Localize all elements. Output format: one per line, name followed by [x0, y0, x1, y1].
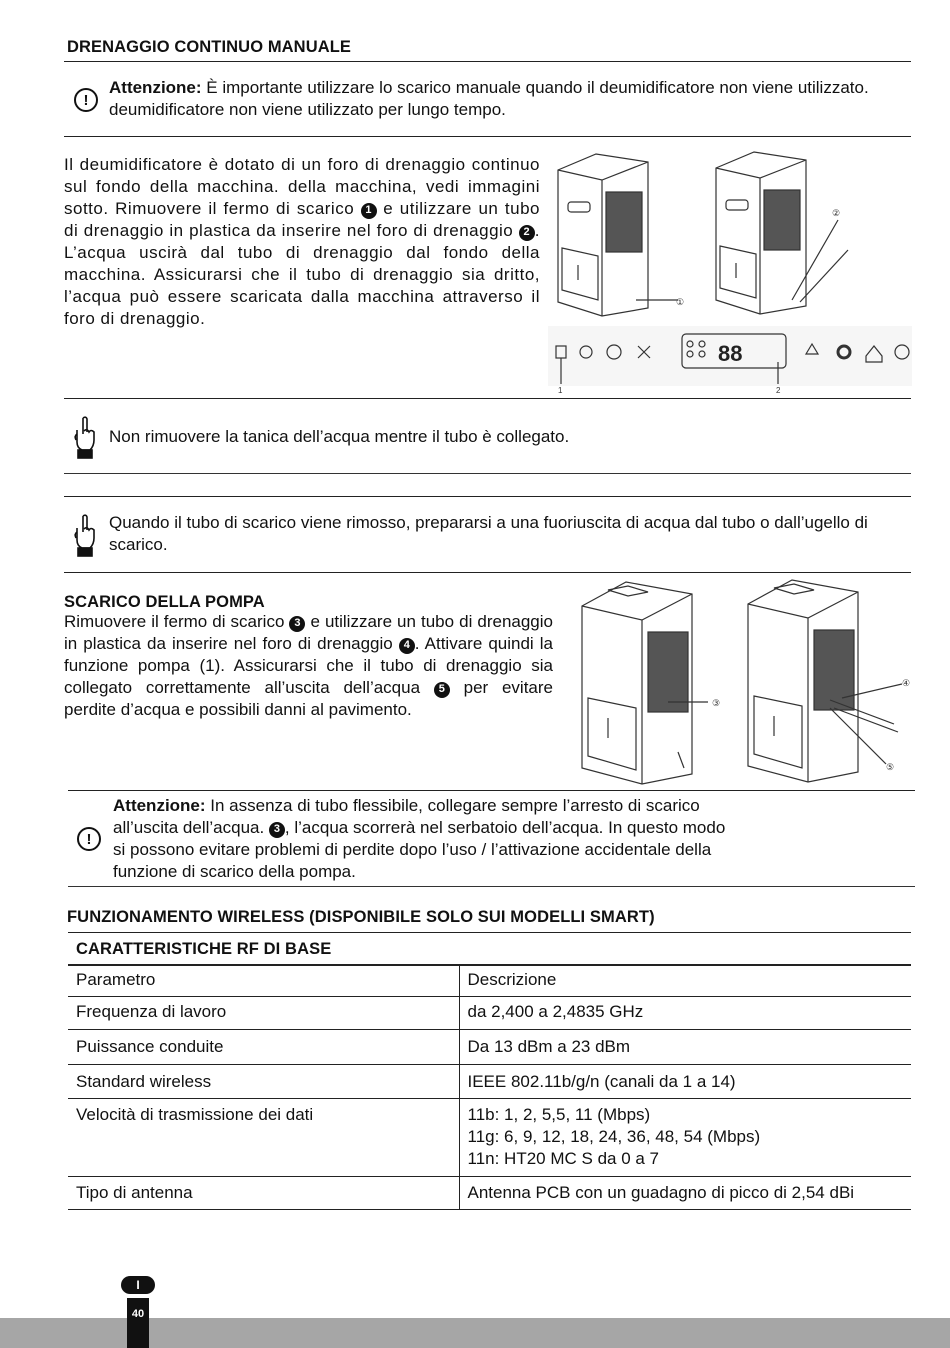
speed-line: 11g: 6, 9, 12, 18, 24, 36, 48, 54 (Mbps)	[467, 1126, 761, 1146]
rf-spec-table	[68, 965, 911, 1210]
table-cell: Tipo di antenna	[68, 1176, 459, 1209]
body-text: . L’acqua uscirà dal tubo di drenaggio dal fondo della macchina. Assicurarsi che il tubo di drenaggio sia dritto, l’acqua può essere scaricata dalla macchina attraverso il foro di drenaggio.	[64, 221, 540, 328]
table-cell: Puissance conduite	[68, 1029, 459, 1064]
callout-1: ①	[676, 297, 685, 307]
step-marker: 1	[361, 203, 377, 219]
warning-text: In assenza di tubo flessibile, collegare sempre l’arresto di scarico all’uscita dell’acqua.	[113, 796, 700, 837]
divider	[68, 790, 915, 791]
table-row	[68, 996, 911, 1029]
divider	[68, 886, 915, 887]
table-cell: Standard wireless	[68, 1064, 459, 1098]
warning-label: Attenzione:	[109, 78, 202, 97]
table-cell: da 2,400 a 2,4835 GHz	[467, 1001, 644, 1021]
step-marker: 2	[519, 225, 535, 241]
speed-line: 11n: HT20 MC S da 0 a 7	[467, 1148, 660, 1168]
label-2: 2	[776, 386, 781, 395]
speed-line: 11b: 1, 2, 5,5, 11 (Mbps)	[467, 1104, 651, 1124]
body-text: Il deumidificatore è dotato di un foro di drenaggio continuo sul fondo della macchina. della macchina, vedi immagini sotto. Rimuovere il fermo di scarico	[64, 155, 540, 218]
table-header-row	[68, 965, 911, 996]
pump-drain-illustration	[572, 578, 914, 786]
divider	[64, 136, 911, 137]
continuous-drain-paragraph	[64, 154, 540, 330]
warning-label: Attenzione:	[113, 796, 206, 815]
page-number-tab	[127, 1298, 149, 1348]
table-row	[68, 1098, 911, 1176]
body-text: . Attivare quindi la funzione pompa (1). Assicurarsi che il tubo di drenaggio sia collegato correttamente all’uscita dell’acqua	[64, 634, 553, 697]
label-1: 1	[558, 386, 563, 395]
note-tank: Non rimuovere la tanica dell’acqua mentre il tubo è collegato.	[109, 427, 570, 446]
warning-text: È importante utilizzare lo scarico manuale quando il deumidificatore non viene utilizzato. deumidificatore non viene utilizzato per lungo tempo.	[109, 78, 869, 119]
pump-warning-note	[113, 795, 733, 883]
divider	[64, 496, 911, 497]
callout-2: ②	[832, 208, 841, 218]
divider	[64, 61, 911, 62]
table-heading: CARATTERISTICHE RF DI BASE	[76, 940, 332, 958]
table-cell	[459, 1098, 911, 1176]
pointing-hand-icon	[72, 514, 98, 558]
table-row	[68, 1029, 911, 1064]
divider	[64, 473, 911, 474]
table-cell: Velocità di trasmissione dei dati	[68, 1098, 459, 1176]
body-text: Rimuovere il fermo di scarico	[64, 612, 290, 631]
section-heading-pump-drain: SCARICO DELLA POMPA	[64, 593, 265, 611]
body-text: e utilizzare un tubo di drenaggio in plastica da inserire nel foro di drenaggio	[64, 612, 553, 653]
warning-icon: !	[74, 88, 98, 112]
callout-4: ④	[902, 678, 911, 688]
table-header-cell: Descrizione	[467, 970, 557, 989]
step-marker: 3	[289, 616, 305, 632]
warning-note	[109, 77, 899, 121]
body-text: per evitare perdite d’acqua e possibili danni al pavimento.	[64, 678, 553, 719]
body-text: e utilizzare un tubo di drenaggio in plastica da inserire nel foro di drenaggio	[64, 199, 541, 240]
step-marker: 5	[434, 682, 450, 698]
warning-icon: !	[77, 827, 101, 851]
divider	[64, 572, 911, 573]
table-cell: IEEE 802.11b/g/n (canali da 1 a 14)	[467, 1071, 736, 1091]
table-cell: Frequenza di lavoro	[68, 996, 459, 1029]
table-row	[68, 1064, 911, 1098]
language-badge: I	[121, 1276, 155, 1294]
display-digits: 88	[718, 341, 743, 366]
section-heading-continuous-drain: DRENAGGIO CONTINUO MANUALE	[67, 38, 352, 56]
page-number: 40	[131, 1308, 145, 1320]
table-cell: Da 13 dBm a 23 dBm	[467, 1036, 631, 1056]
section-heading-wireless: FUNZIONAMENTO WIRELESS (DISPONIBILE SOLO SUI MODELLI SMART)	[67, 908, 655, 926]
pump-drain-paragraph	[64, 611, 553, 721]
table-row	[68, 1176, 911, 1209]
step-marker: 4	[399, 638, 415, 654]
warning-text: , l’acqua scorrerà nel serbatoio dell’acqua. In questo modo si possono evitare problemi di perdite dopo l’uso / l’attivazione accidentale della funzione di scarico della pompa.	[113, 818, 726, 881]
pointing-hand-icon	[72, 416, 98, 460]
divider	[68, 932, 911, 933]
drain-illustration	[548, 140, 912, 398]
table-header-cell: Parametro	[68, 965, 459, 996]
divider	[64, 398, 911, 399]
callout-3: ③	[712, 698, 721, 708]
callout-5: ⑤	[886, 762, 895, 772]
table-cell: Antenna PCB con un guadagno di picco di 2,54 dBi	[467, 1182, 855, 1202]
note-hose-removed: Quando il tubo di scarico viene rimosso, prepararsi a una fuoriuscita di acqua dal tubo o dall’ugello di scarico.	[109, 513, 868, 554]
step-marker: 3	[269, 822, 285, 838]
